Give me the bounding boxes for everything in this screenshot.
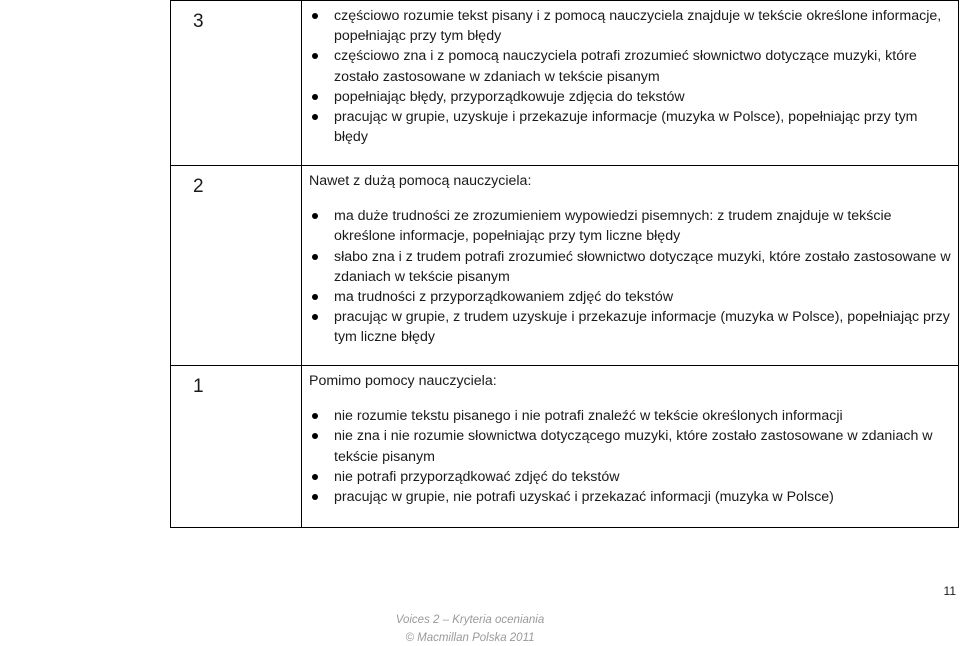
criteria-list (302, 191, 958, 347)
page-number: 11 (943, 584, 956, 598)
description-cell (302, 166, 959, 366)
footer-copyright: © Macmillan Polska 2011 (405, 632, 535, 644)
list-item: słabo zna i z trudem potrafi zrozumieć słownictwo dotyczące muzyki, które zostało zastosowane w zdaniach w tekście pisanym (310, 247, 952, 287)
list-item: częściowo zna i z pomocą nauczyciela potrafi zrozumieć słownictwo dotyczące muzyki, które zostało zastosowane w zdaniach w tekście pisanym (310, 46, 952, 86)
grade-cell: 2 (171, 166, 302, 366)
footer-title: Voices 2 – Kryteria oceniania (395, 614, 545, 626)
grade-row (171, 366, 959, 528)
criteria-table (170, 0, 959, 528)
list-item: ma trudności z przyporządkowaniem zdjęć do tekstów (310, 287, 952, 307)
row-intro: Pomimo pomocy nauczyciela: (309, 373, 497, 389)
list-item: popełniając błędy, przyporządkowuje zdjęcia do tekstów (310, 87, 952, 107)
list-item: częściowo rozumie tekst pisany i z pomocą nauczyciela znajduje w tekście określone informacje, popełniając przy tym błędy (310, 6, 952, 46)
criteria-list (302, 1, 958, 147)
list-item: pracując w grupie, nie potrafi uzyskać i przekazać informacji (muzyka w Polsce) (310, 487, 952, 507)
row-intro: Nawet z dużą pomocą nauczyciela: (309, 173, 532, 189)
list-item: pracując w grupie, z trudem uzyskuje i przekazuje informacje (muzyka w Polsce), popełniając przy tym liczne błędy (310, 307, 952, 347)
grade-row (171, 1, 959, 166)
list-item: nie potrafi przyporządkować zdjęć do tekstów (310, 467, 952, 487)
list-item: nie rozumie tekstu pisanego i nie potrafi znaleźć w tekście określonych informacji (310, 406, 952, 426)
description-cell (302, 366, 959, 528)
description-cell (302, 1, 959, 166)
list-item: ma duże trudności ze zrozumieniem wypowiedzi pisemnych: z trudem znajduje w tekście określone informacje, popełniając przy tym liczne błędy (310, 206, 952, 246)
list-item: nie zna i nie rozumie słownictwa dotyczącego muzyki, które zostało zastosowane w zdaniach w tekście pisanym (310, 426, 952, 466)
criteria-list (302, 391, 958, 507)
grade-row (171, 166, 959, 366)
grade-cell: 1 (171, 366, 302, 528)
list-item: pracując w grupie, uzyskuje i przekazuje informacje (muzyka w Polsce), popełniając przy tym błędy (310, 107, 952, 147)
grade-cell: 3 (171, 1, 302, 166)
